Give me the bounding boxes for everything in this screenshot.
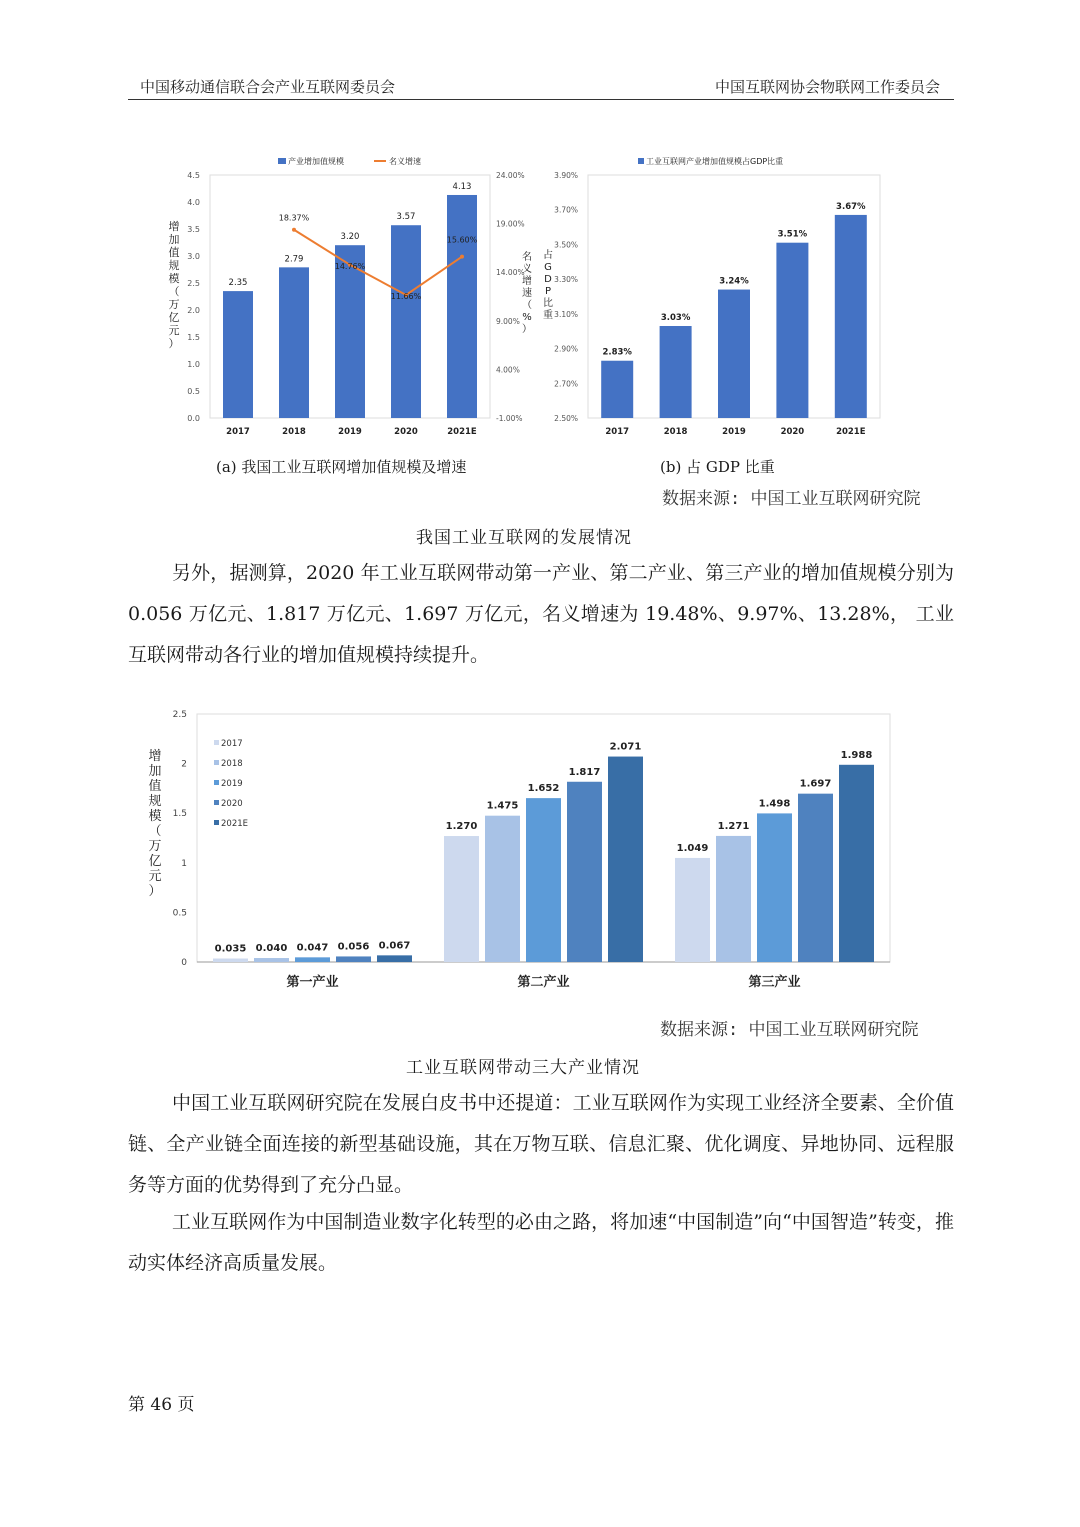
y-tick-label: 2.90%: [554, 344, 578, 354]
svg-text:元: 元: [168, 324, 180, 337]
y2-tick-label: 4.00%: [496, 365, 520, 375]
y-tick-label: 3.50%: [554, 240, 578, 250]
bar-第二产业-2019: [526, 798, 561, 962]
x-category-label: 第二产业: [517, 975, 570, 990]
bar-label: 1.498: [758, 798, 791, 810]
x-tick-label: 2017: [605, 427, 630, 437]
y-tick-label: 3.5: [187, 225, 200, 234]
bar-label: 1.270: [445, 821, 478, 833]
y-tick-label: 2: [181, 759, 187, 770]
y-tick-label: 2.5: [187, 279, 200, 288]
x-tick-label: 2019: [722, 427, 746, 437]
bar-2019: [718, 290, 750, 418]
legend-label: 2021E: [221, 819, 249, 829]
growth-label: 18.37%: [278, 213, 310, 223]
bar-2017: [601, 361, 633, 418]
svg-text:）: ）: [522, 324, 532, 335]
chart-industrial-internet-value-growth: [160, 150, 540, 450]
y-tick-label: 0.5: [187, 387, 200, 396]
y-tick-label: 0.5: [172, 908, 187, 919]
svg-text:%: %: [522, 312, 532, 323]
bar-2020: [776, 243, 808, 418]
bar-第二产业-2017: [444, 836, 479, 962]
bar-第二产业-2020: [567, 782, 602, 962]
svg-text:重: 重: [543, 310, 553, 321]
y2-tick-label: 14.00%: [496, 268, 525, 278]
svg-text:增: 增: [168, 220, 180, 233]
y-axis-title: [148, 749, 161, 899]
y2-tick-label: 19.00%: [496, 219, 525, 229]
svg-text:加: 加: [168, 233, 180, 246]
bar-label: 0.047: [296, 942, 329, 954]
y-tick-label: 1.5: [172, 809, 187, 820]
svg-text:元: 元: [148, 869, 162, 884]
legend-label: 2018: [221, 759, 243, 769]
figure1a-caption: (a) 我国工业互联网增加值规模及增速: [216, 458, 467, 476]
bar-label: 1.988: [840, 749, 873, 761]
header-left: 中国移动通信联合会产业互联网委员会: [140, 78, 396, 96]
legend-swatch: [214, 740, 219, 745]
svg-text:G: G: [544, 262, 552, 273]
bar-第一产业-2018: [254, 958, 289, 962]
legend-swatch: [214, 800, 219, 805]
bar-2021E: [447, 195, 477, 418]
svg-text:增: 增: [148, 749, 162, 764]
figure1-source: 数据来源: 中国工业互联网研究院: [662, 489, 921, 509]
y-tick-label: 3.10%: [554, 309, 578, 319]
y-tick-label: 0.0: [187, 414, 200, 423]
legend-swatch: [214, 820, 219, 825]
bar-2021E: [835, 215, 867, 418]
x-tick-label: 2019: [338, 427, 362, 437]
bar-第二产业-2021E: [608, 757, 643, 962]
y-tick-label: 2.5: [172, 710, 187, 720]
svg-text:）: ）: [168, 337, 180, 350]
x-tick-label: 2017: [226, 427, 250, 437]
bar-第一产业-2019: [295, 957, 330, 962]
y-tick-label: 1.5: [187, 333, 200, 342]
bar-label: 3.51%: [777, 229, 808, 240]
y2-tick-label: 9.00%: [496, 316, 520, 326]
figure2-source: 数据来源: 中国工业互联网研究院: [660, 1020, 919, 1040]
svg-text:值: 值: [168, 246, 180, 259]
x-tick-label: 2021E: [836, 427, 866, 437]
page-number: 第 46 页: [128, 1395, 195, 1415]
legend-label: 名义增速: [389, 157, 421, 166]
y-tick-label: 4.0: [187, 198, 200, 207]
svg-text:义: 义: [522, 264, 532, 275]
bar-label: 0.067: [378, 940, 411, 952]
y2-axis-title: [522, 251, 532, 335]
bar-label: 1.475: [486, 800, 519, 812]
svg-text:模: 模: [168, 272, 180, 285]
bar-2018: [660, 326, 692, 418]
y-tick-label: 2.0: [187, 306, 200, 315]
svg-text:占: 占: [543, 250, 553, 261]
y-tick-label: 1.0: [187, 360, 200, 369]
svg-text:规: 规: [168, 259, 180, 272]
header-right: 中国互联网协会物联网工作委员会: [714, 78, 940, 96]
bar-第一产业-2021E: [377, 955, 412, 962]
figure1-title: 我国工业互联网的发展情况: [416, 528, 632, 548]
chart-gdp-share: [540, 150, 890, 450]
legend-swatch: [638, 158, 644, 164]
y-axis-title: [169, 220, 180, 350]
bar-label: 1.271: [717, 820, 750, 832]
paragraph-1: 另外，据测算，2020 年工业互联网带动第一产业、第二产业、第三产业的增加值规模分别为 0.056 万亿元、1.817 万亿元、1.697 万亿元，名义增速为 19.48%、9.97%、13.28%， 工业互联网带动各行业的增加值规模持续提升。: [128, 562, 954, 666]
svg-text:万: 万: [148, 839, 162, 854]
figure2-title: 工业互联网带动三大产业情况: [406, 1058, 640, 1078]
y-tick-label: 3.30%: [554, 275, 578, 285]
bar-2020: [391, 225, 421, 418]
legend-swatch: [214, 780, 219, 785]
bar-label: 2.79: [284, 254, 304, 265]
legend-label: 2019: [221, 779, 243, 789]
bar-label: 2.35: [228, 278, 248, 289]
growth-point: [292, 228, 296, 232]
svg-text:速: 速: [522, 288, 532, 299]
bar-第三产业-2018: [716, 836, 751, 962]
bar-label: 0.035: [214, 943, 247, 955]
svg-text:模: 模: [148, 809, 162, 824]
bar-label: 3.67%: [836, 201, 866, 212]
x-tick-label: 2021E: [447, 427, 477, 437]
paragraph-3: 工业互联网作为中国制造业数字化转型的必由之路，将加速“中国制造”向“中国智造”转变，推动实体经济高质量发展。: [128, 1211, 954, 1274]
y-tick-label: 3.0: [187, 252, 200, 261]
legend-label: 2020: [221, 799, 243, 809]
y-axis-title: [543, 248, 553, 321]
x-tick-label: 2018: [282, 427, 306, 437]
svg-text:）: ）: [148, 884, 162, 899]
legend-swatch: [214, 760, 219, 765]
legend-label: 工业互联网产业增加值规模占GDP比重: [646, 157, 784, 166]
legend-label: 2017: [221, 739, 243, 749]
bar-label: 1.652: [527, 783, 560, 795]
x-category-label: 第三产业: [748, 975, 801, 990]
bar-label: 3.20: [340, 232, 360, 243]
svg-text:P: P: [544, 286, 552, 297]
bar-label: 0.056: [337, 941, 370, 953]
y-tick-label: 2.70%: [554, 379, 578, 389]
svg-text:（: （: [148, 824, 162, 839]
figure1b-caption: (b) 占 GDP 比重: [660, 458, 775, 476]
y2-tick-label: -1.00%: [496, 414, 523, 423]
bar-第三产业-2017: [675, 858, 710, 962]
y-tick-label: 0: [181, 958, 187, 968]
bar-label: 1.049: [676, 842, 709, 854]
bar-第一产业-2020: [336, 956, 371, 962]
x-category-label: 第一产业: [286, 975, 339, 990]
bar-label: 0.040: [255, 943, 288, 955]
growth-line: [294, 230, 462, 295]
svg-text:亿: 亿: [148, 854, 162, 869]
bar-第二产业-2018: [485, 816, 520, 962]
bar-label: 3.57: [396, 212, 416, 223]
paragraph-2: 中国工业互联网研究院在发展白皮书中还提道：工业互联网作为实现工业经济全要素、全价值链、全产业链全面连接的新型基础设施，其在万物互联、信息汇聚、优化调度、异地协同、远程服务等方面的优势得到了充分凸显。: [128, 1092, 954, 1196]
x-tick-label: 2018: [663, 427, 688, 437]
bar-label: 1.817: [568, 766, 601, 778]
svg-text:加: 加: [148, 764, 162, 779]
bar-label: 1.697: [799, 778, 832, 790]
y-tick-label: 3.90%: [554, 171, 578, 180]
growth-point: [460, 255, 464, 259]
x-tick-label: 2020: [780, 427, 805, 437]
x-tick-label: 2020: [394, 427, 418, 437]
svg-text:（: （: [168, 285, 180, 298]
svg-text:万: 万: [168, 298, 180, 311]
bar-label: 2.83%: [602, 347, 632, 358]
bar-label: 4.13: [452, 181, 472, 192]
svg-text:D: D: [544, 274, 552, 285]
y-tick-label: 1: [181, 858, 187, 869]
svg-text:规: 规: [148, 794, 162, 809]
svg-text:比: 比: [543, 298, 553, 309]
bar-label: 3.03%: [660, 313, 691, 324]
header-divider: [128, 99, 954, 100]
svg-text:值: 值: [148, 779, 162, 794]
chart-three-industries: [140, 700, 900, 1000]
growth-label: 11.66%: [390, 291, 422, 301]
y-tick-label: 2.50%: [554, 414, 578, 423]
legend-label: 产业增加值规模: [288, 157, 344, 166]
y2-tick-label: 24.00%: [496, 171, 525, 180]
bar-label: 2.071: [609, 741, 642, 753]
bar-第三产业-2019: [757, 813, 792, 962]
svg-text:（: （: [522, 300, 532, 311]
bar-label: 3.24%: [719, 276, 749, 287]
growth-label: 14.76%: [334, 261, 366, 271]
y-tick-label: 4.5: [187, 171, 200, 180]
bar-第三产业-2021E: [839, 765, 874, 962]
bar-第一产业-2017: [213, 959, 248, 962]
bar-2017: [223, 291, 253, 418]
svg-text:增: 增: [522, 276, 532, 287]
growth-label: 15.60%: [446, 235, 478, 245]
svg-text:名: 名: [522, 252, 532, 263]
bar-第三产业-2020: [798, 794, 833, 962]
svg-text:亿: 亿: [168, 311, 180, 324]
y-tick-label: 3.70%: [554, 205, 578, 215]
bar-2018: [279, 267, 309, 418]
legend-swatch-bar: [278, 158, 286, 164]
